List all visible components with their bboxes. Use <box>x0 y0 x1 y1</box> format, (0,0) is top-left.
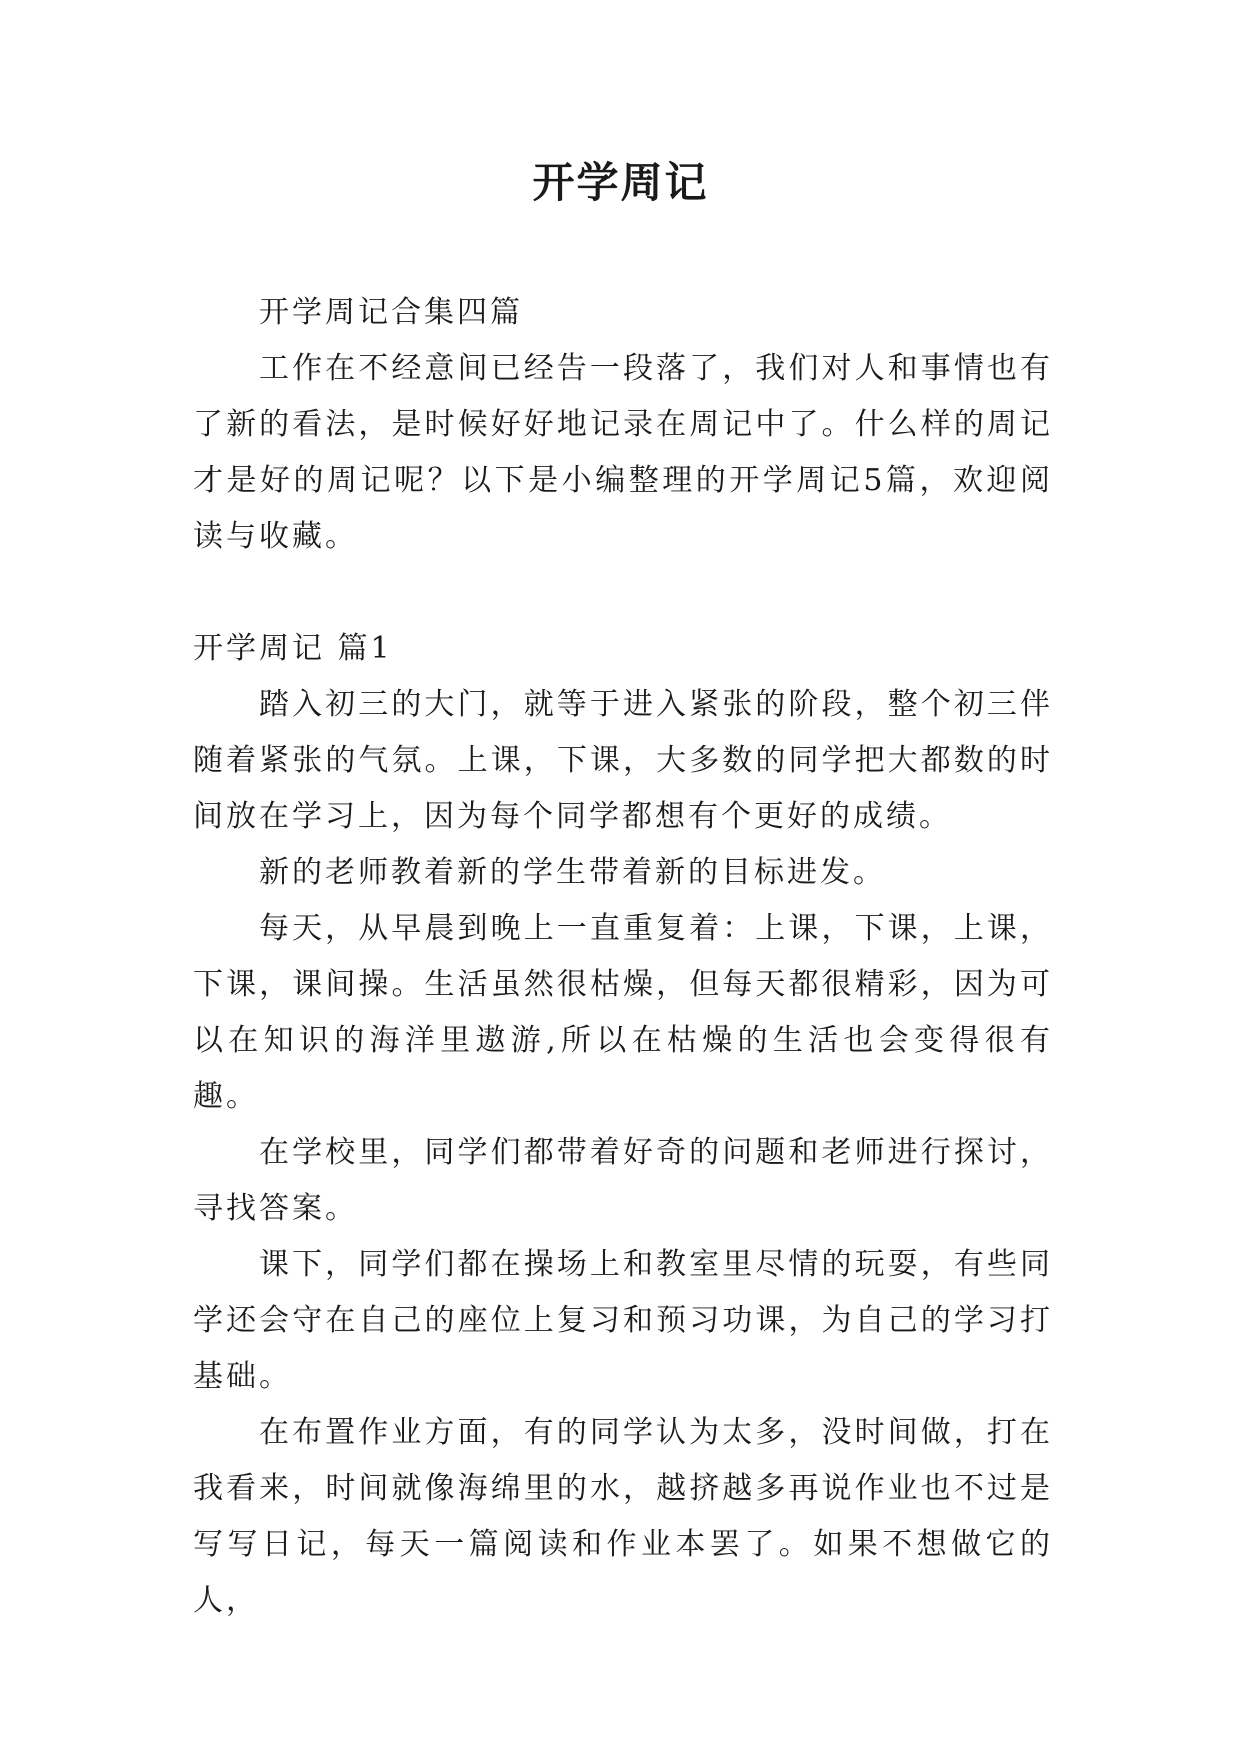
section-paragraph: 在学校里，同学们都带着好奇的问题和老师进行探讨，寻找答案。 <box>193 1135 1053 1226</box>
document-title: 开学周记 <box>532 158 709 207</box>
section-paragraph: 新的老师教着新的学生带着新的目标进发。 <box>259 855 886 890</box>
section-paragraph: 每天，从早晨到晚上一直重复着：上课，下课，上课，下课，课间操。生活虽然很枯燥，但每天都很精彩，因为可以在知识的海洋里遨游,所以在枯燥的生活也会变得很有趣。 <box>193 911 1053 1114</box>
intro-paragraph: 工作在不经意间已经告一段落了，我们对人和事情也有了新的看法，是时候好好地记录在周记中了。什么样的周记才是好的周记呢？以下是小编整理的开学周记5篇，欢迎阅读与收藏。 <box>193 351 1053 554</box>
document-body <box>193 285 1053 1629</box>
section-paragraph: 课下，同学们都在操场上和教室里尽情的玩耍，有些同学还会守在自己的座位上复习和预习功课，为自己的学习打基础。 <box>193 1247 1053 1394</box>
section-heading: 开学周记 篇1 <box>193 631 393 666</box>
intro-subtitle: 开学周记合集四篇 <box>259 295 523 330</box>
section-paragraph: 在布置作业方面，有的同学认为太多，没时间做，打在我看来，时间就像海绵里的水，越挤越多再说作业也不过是写写日记，每天一篇阅读和作业本罢了。如果不想做它的人， <box>193 1415 1053 1618</box>
section-paragraph: 踏入初三的大门，就等于进入紧张的阶段，整个初三伴随着紧张的气氛。上课，下课，大多数的同学把大都数的时间放在学习上，因为每个同学都想有个更好的成绩。 <box>193 687 1053 834</box>
